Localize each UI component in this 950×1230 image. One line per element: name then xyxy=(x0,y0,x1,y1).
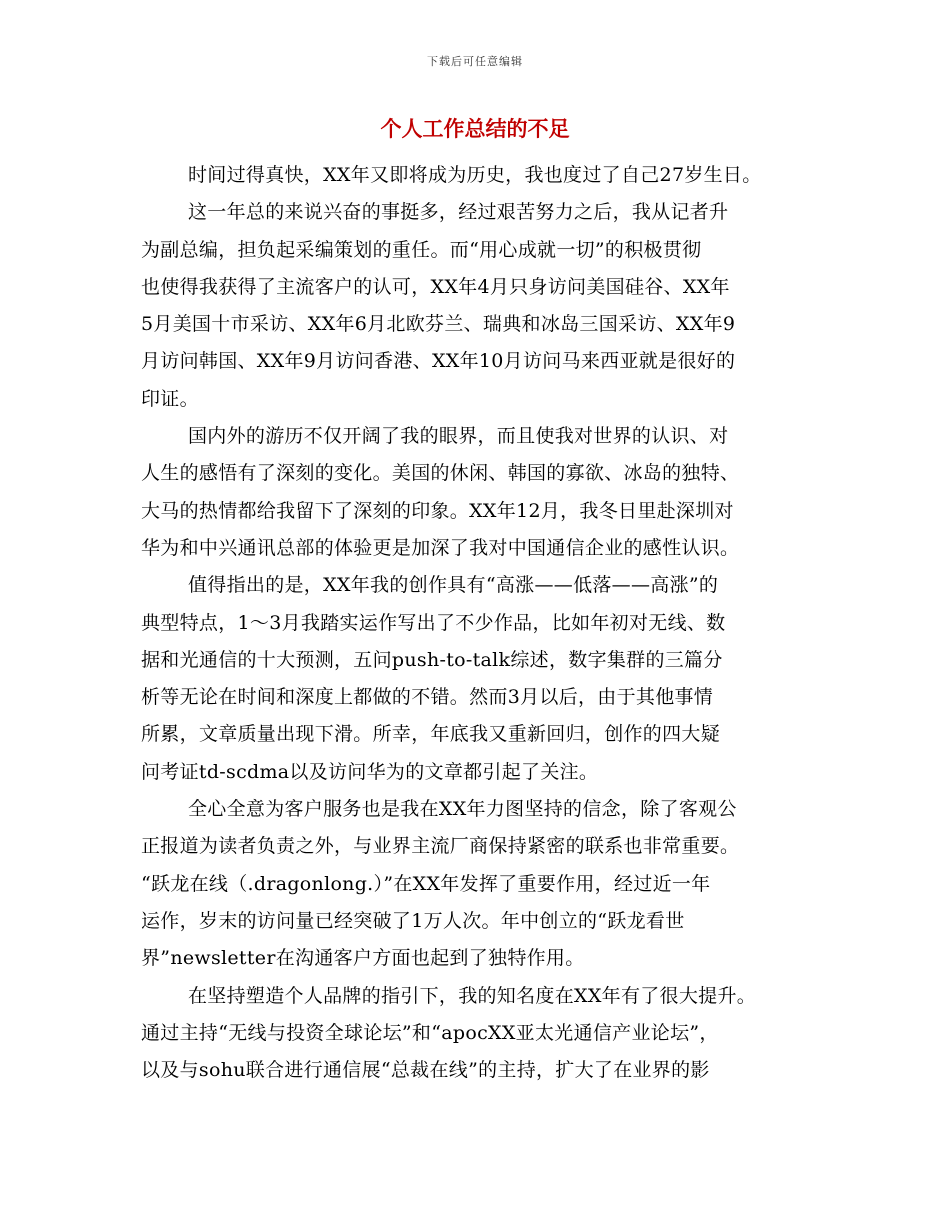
body-line: 时间过得真快，XX年又即将成为历史，我也度过了自己27岁生日。 xyxy=(188,164,762,186)
body-line: “跃龙在线（.dragonlong.）”在XX年发挥了重要作用，经过近一年 xyxy=(141,872,711,895)
body-line: 正报道为读者负责之外，与业界主流厂商保持紧密的联系也非常重要。 xyxy=(141,835,740,858)
body-line: 所累，文章质量出现下滑。所幸，年底我又重新回归，创作的四大疑 xyxy=(141,723,721,746)
body-line: 为副总编，担负起采编策划的重任。而“用心成就一切”的积极贯彻 xyxy=(141,238,702,261)
body-line: 据和光通信的十大预测，五问push-to-talk综述，数字集群的三篇分 xyxy=(141,648,723,671)
body-line: 国内外的游历不仅开阔了我的眼界，而且使我对世界的认识、对 xyxy=(188,425,729,448)
body-line: 界”newsletter在沟通客户方面也起到了独特作用。 xyxy=(141,947,585,970)
body-line: 问考证td-scdma以及访问华为的文章都引起了关注。 xyxy=(141,760,599,783)
body-line: 这一年总的来说兴奋的事挺多，经过艰苦努力之后，我从记者升 xyxy=(188,201,729,224)
body-line: 值得指出的是，XX年我的创作具有“高涨——低落——高涨”的 xyxy=(188,574,719,597)
body-line: 以及与sohu联合进行通信展“总裁在线”的主持，扩大了在业界的影 xyxy=(141,1059,710,1082)
header-note: 下载后可任意编辑 xyxy=(427,55,523,68)
body-line: 月访问韩国、XX年9月访问香港、XX年10月访问马来西亚就是很好的 xyxy=(141,350,736,373)
body-line: 运作，岁末的访问量已经突破了1万人次。年中创立的“跃龙看世 xyxy=(141,909,685,932)
body-line: 析等无论在时间和深度上都做的不错。然而3月以后，由于其他事情 xyxy=(141,686,714,709)
document-title: 个人工作总结的不足 xyxy=(380,117,570,141)
body-line: 人生的感悟有了深刻的变化。美国的休闲、韩国的寡欲、冰岛的独特、 xyxy=(141,462,740,485)
body-line: 华为和中兴通讯总部的体验更是加深了我对中国通信企业的感性认识。 xyxy=(141,536,740,559)
body-line: 大马的热情都给我留下了深刻的印象。XX年12月，我冬日里赴深圳对 xyxy=(141,499,734,522)
body-line: 5月美国十市采访、XX年6月北欧芬兰、瑞典和冰岛三国采访、XX年9 xyxy=(141,313,736,336)
body-line: 全心全意为客户服务也是我在XX年力图坚持的信念，除了客观公 xyxy=(188,798,737,821)
body-line: 印证。 xyxy=(141,387,199,410)
body-line: 在坚持塑造个人品牌的指引下，我的知名度在XX年有了很大提升。 xyxy=(188,984,757,1007)
body-line: 也使得我获得了主流客户的认可，XX年4月只身访问美国硅谷、XX年 xyxy=(141,275,730,298)
document-body xyxy=(141,157,831,1089)
body-line: 通过主持“无线与投资全球论坛”和“apocXX亚太光通信产业论坛”， xyxy=(141,1021,719,1044)
body-line: 典型特点，1～3月我踏实运作写出了不少作品，比如年初对无线、数 xyxy=(141,611,726,634)
